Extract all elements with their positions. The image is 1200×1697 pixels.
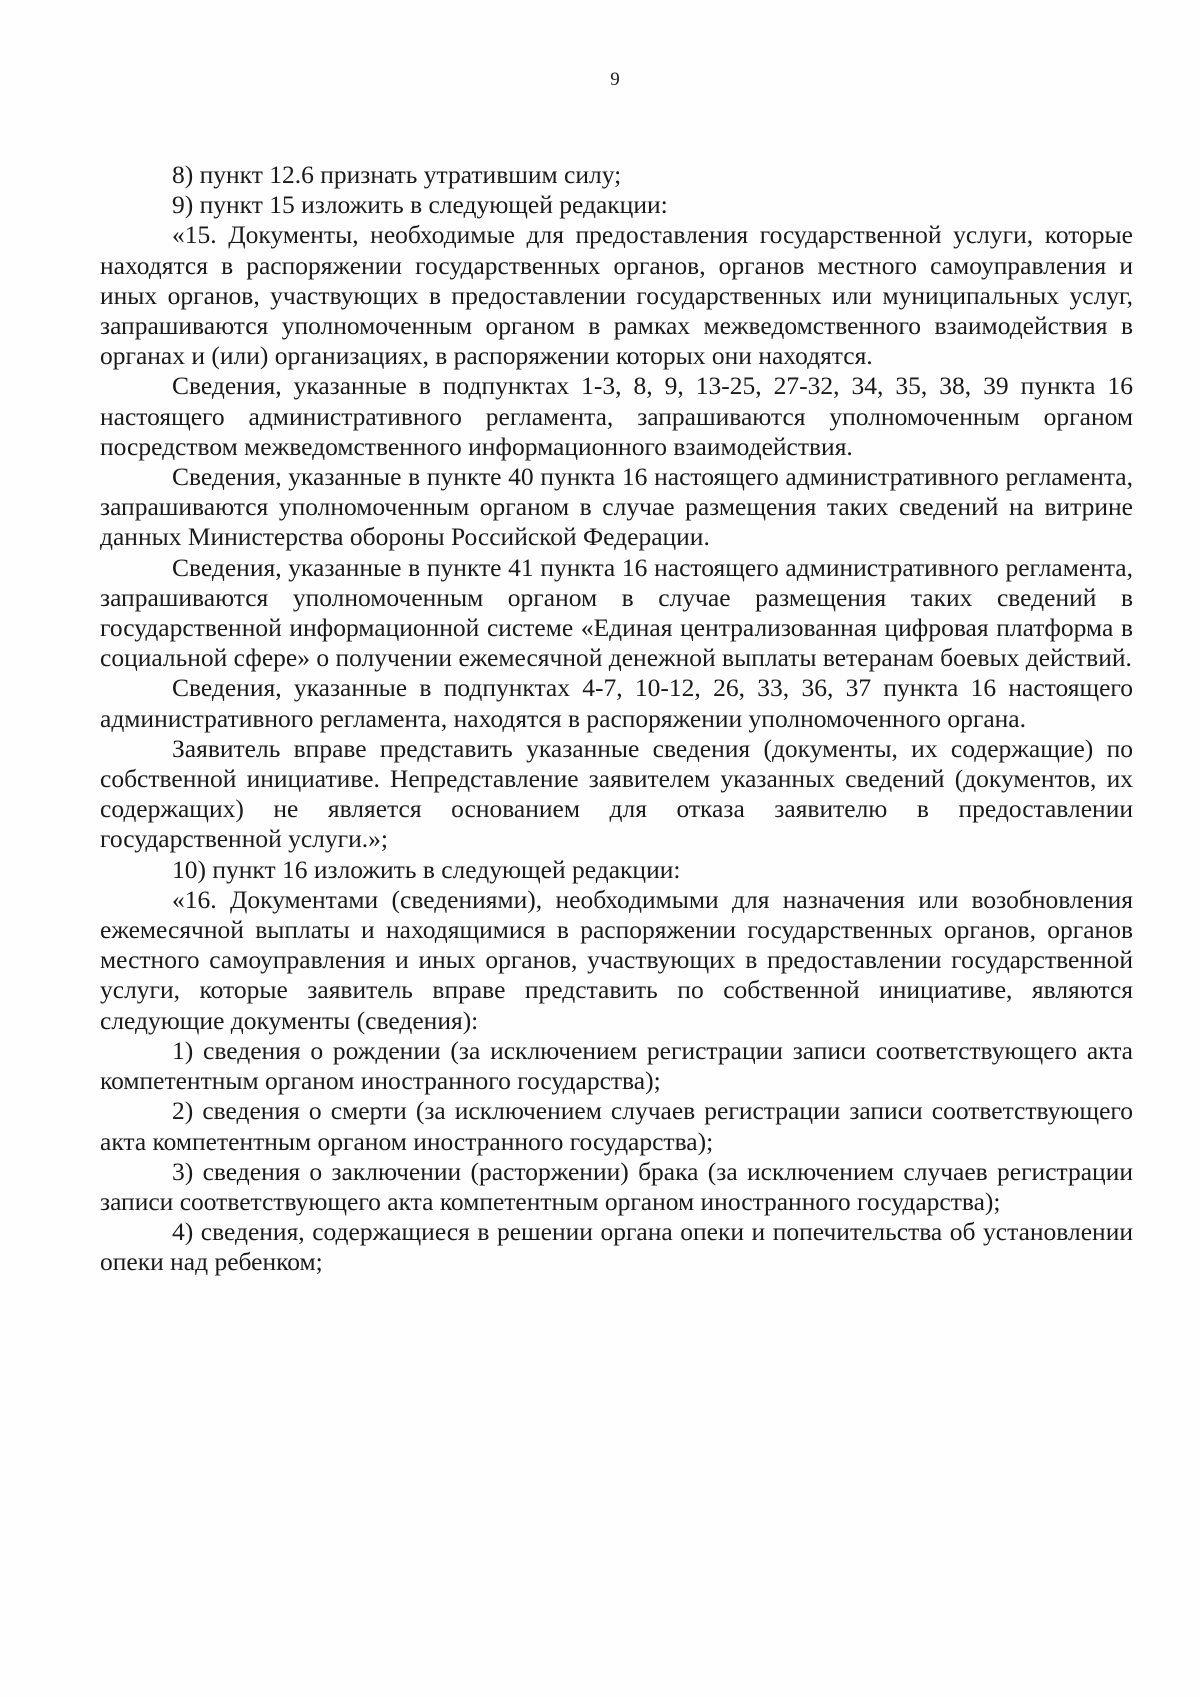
- list-item-1: 1) сведения о рождении (за исключением регистрации записи соответствующего акта компетентным органом иностранного государства);: [100, 1035, 1133, 1096]
- list-item-2: 2) сведения о смерти (за исключением случаев регистрации записи соответствующего акта компетентным органом иностранного государства);: [100, 1096, 1133, 1156]
- list-item-3: 3) сведения о заключении (расторжении) брака (за исключением случаев регистрации записи соответствующего акта компетентным органом иностранного государства);: [100, 1156, 1133, 1216]
- paragraph-item-40-info: Сведения, указанные в пункте 40 пункта 16 настоящего административного регламента, запрашиваются уполномоченным органом в случае размещения таких сведений на витрине данных Министерства обороны Российской Федерации.: [100, 462, 1133, 552]
- paragraph-item-8: 8) пункт 12.6 признать утратившим силу;: [172, 160, 622, 189]
- paragraph-clause-16: «16. Документами (сведениями), необходимыми для назначения или возобновления ежемесячной выплаты и находящимися в распоряжении государственных органов, органов местного самоуправления и иных органов, участвующих в предоставлении государственной услуги, которые заявитель вправе представить по собственной инициативе, являются следующие документы (сведения):: [100, 884, 1133, 1035]
- paragraph-item-41-info: Сведения, указанные в пункте 41 пункта 16 настоящего административного регламента, запрашиваются уполномоченным органом в случае размещения таких сведений в государственной информационной системе «Единая централизованная цифровая платформа в социальной сфере» о получении ежемесячной денежной выплаты ветеранам боевых действий.: [100, 552, 1133, 673]
- paragraph-applicant-right: Заявитель вправе представить указанные сведения (документы, их содержащие) по собственной инициативе. Непредставление заявителем указанных сведений (документов, их содержащих) не является основанием для отказа заявителю в предоставлении государственной услуги.»;: [100, 733, 1133, 854]
- paragraph-item-10: 10) пункт 16 изложить в следующей редакции:: [172, 854, 681, 884]
- paragraph-authority-held-info: Сведения, указанные в подпунктах 4-7, 10-12, 26, 33, 36, 37 пункта 16 настоящего административного регламента, находятся в распоряжении уполномоченного органа.: [100, 673, 1133, 733]
- paragraph-clause-15: «15. Документы, необходимые для предоставления государственной услуги, которые находятся в распоряжении государственных органов, органов местного самоуправления и иных органов, участвующих в предоставлении государственных или муниципальных услуг, запрашиваются уполномоченным органом в рамках межведомственного взаимодействия в органах и (или) организациях, в распоряжении которых они находятся.: [100, 220, 1133, 371]
- document-body: [100, 160, 1133, 1278]
- list-item-4: 4) сведения, содержащиеся в решении органа опеки и попечительства об установлении опеки над ребенком;: [100, 1217, 1133, 1277]
- page-number: 9: [610, 69, 620, 90]
- paragraph-item-9: 9) пункт 15 изложить в следующей редакции:: [172, 190, 668, 220]
- paragraph-interagency-request: Сведения, указанные в подпунктах 1-3, 8, 9, 13-25, 27-32, 34, 35, 38, 39 пункта 16 настоящего административного регламента, запрашиваются уполномоченным органом посредством межведомственного информационного взаимодействия.: [100, 371, 1133, 461]
